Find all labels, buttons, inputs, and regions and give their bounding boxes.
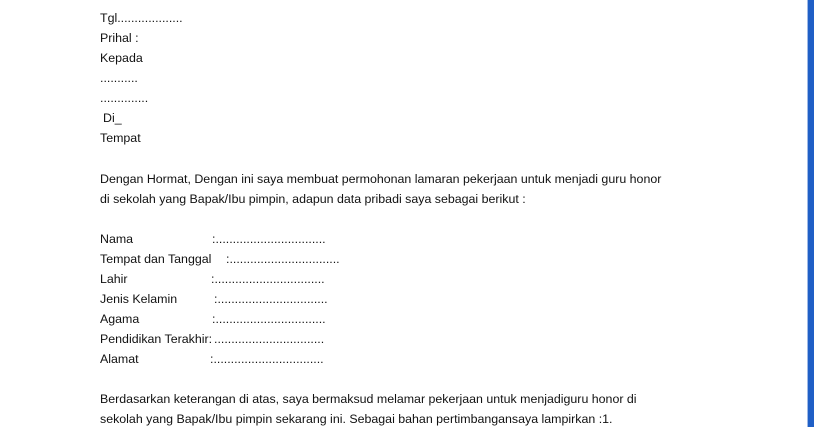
recipient-label: Kepada xyxy=(100,51,143,65)
recipient-dots-2: .............. xyxy=(100,91,149,105)
field-value-lahir: :................................ xyxy=(211,272,325,286)
field-label-tempat-tanggal: Tempat dan Tanggal xyxy=(100,252,212,266)
opening-paragraph-line-2: di sekolah yang Bapak/Ibu pimpin, adapun data pribadi saya sebagai berikut : xyxy=(100,192,526,206)
subject-line: Prihal : xyxy=(100,31,139,45)
field-label-jenis-kelamin: Jenis Kelamin xyxy=(100,292,178,306)
location-prefix: Di_ xyxy=(103,111,122,125)
field-label-nama: Nama xyxy=(100,232,134,246)
recipient-dots-1: ........... xyxy=(100,71,138,85)
location-line: Tempat xyxy=(100,131,141,145)
field-value-nama: :................................ xyxy=(212,232,326,246)
field-value-jenis-kelamin: :................................ xyxy=(214,292,328,306)
window-scrollbar-edge[interactable] xyxy=(808,0,814,427)
field-label-pendidikan: Pendidikan Terakhir: xyxy=(100,332,213,346)
date-line: Tgl................... xyxy=(100,11,183,25)
field-value-pendidikan: ................................ xyxy=(214,332,325,346)
field-value-alamat: :................................ xyxy=(210,352,324,366)
field-label-alamat: Alamat xyxy=(100,352,139,366)
field-label-lahir: Lahir xyxy=(100,272,128,286)
field-label-agama: Agama xyxy=(100,312,140,326)
closing-paragraph-line-2: sekolah yang Bapak/Ibu pimpin sekarang ini. Sebagai bahan pertimbangansaya lampirkan :1. xyxy=(100,412,613,426)
field-value-agama: :................................ xyxy=(212,312,326,326)
opening-paragraph-line-1: Dengan Hormat, Dengan ini saya membuat permohonan lamaran pekerjaan untuk menjadi guru honor xyxy=(100,172,662,186)
closing-paragraph-line-1: Berdasarkan keterangan di atas, saya bermaksud melamar pekerjaan untuk menjadiguru honor di xyxy=(100,392,637,406)
field-value-tempat-tanggal: :................................ xyxy=(226,252,340,266)
